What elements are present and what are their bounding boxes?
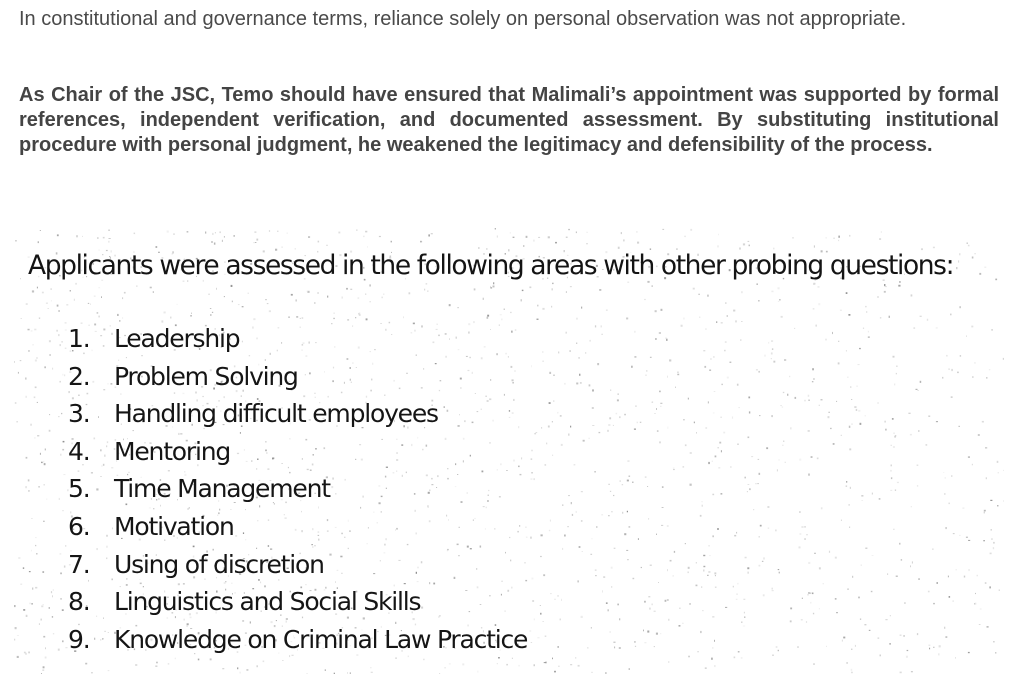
item-number: 9. [68, 624, 90, 654]
item-label: Time Management [114, 474, 330, 504]
item-number: 8. [68, 587, 90, 617]
item-number: 5. [68, 474, 90, 504]
item-label: Leadership [114, 324, 240, 353]
observation-paragraph: In constitutional and governance terms, reliance solely on personal observation was not appropriate. [19, 8, 907, 30]
scanned-document-excerpt [14, 228, 1004, 674]
item-number: 6. [68, 511, 90, 541]
item-number: 2. [68, 361, 90, 391]
item-label: Using of discretion [114, 549, 324, 579]
list-item [68, 546, 527, 584]
item-label: Problem Solving [114, 361, 298, 391]
list-item [68, 358, 527, 396]
chair-responsibility-paragraph: As Chair of the JSC, Temo should have ensured that Malimali’s appointment was supported by formal references, independent verification, and documented assessment. By substituting institutional procedure with personal judgment, he weakened the legitimacy and defensibility of the process. [19, 84, 999, 156]
list-item [68, 320, 527, 358]
assessment-heading: Applicants were assessed in the following areas with other probing questions: [28, 250, 954, 281]
list-item [68, 621, 527, 659]
item-label: Knowledge on Criminal Law Practice [114, 624, 528, 654]
item-label: Mentoring [114, 436, 231, 466]
assessment-areas-list [68, 320, 527, 658]
item-number: 3. [68, 399, 90, 429]
item-number: 7. [68, 549, 90, 579]
item-number: 4. [68, 436, 90, 466]
list-item [68, 583, 527, 621]
list-item [68, 508, 527, 546]
item-label: Linguistics and Social Skills [114, 587, 421, 617]
list-item [68, 395, 527, 433]
item-number: 1. [68, 324, 90, 353]
list-item [68, 470, 527, 508]
list-item [68, 433, 527, 471]
item-label: Motivation [114, 511, 234, 541]
item-label: Handling difficult employees [114, 399, 438, 429]
